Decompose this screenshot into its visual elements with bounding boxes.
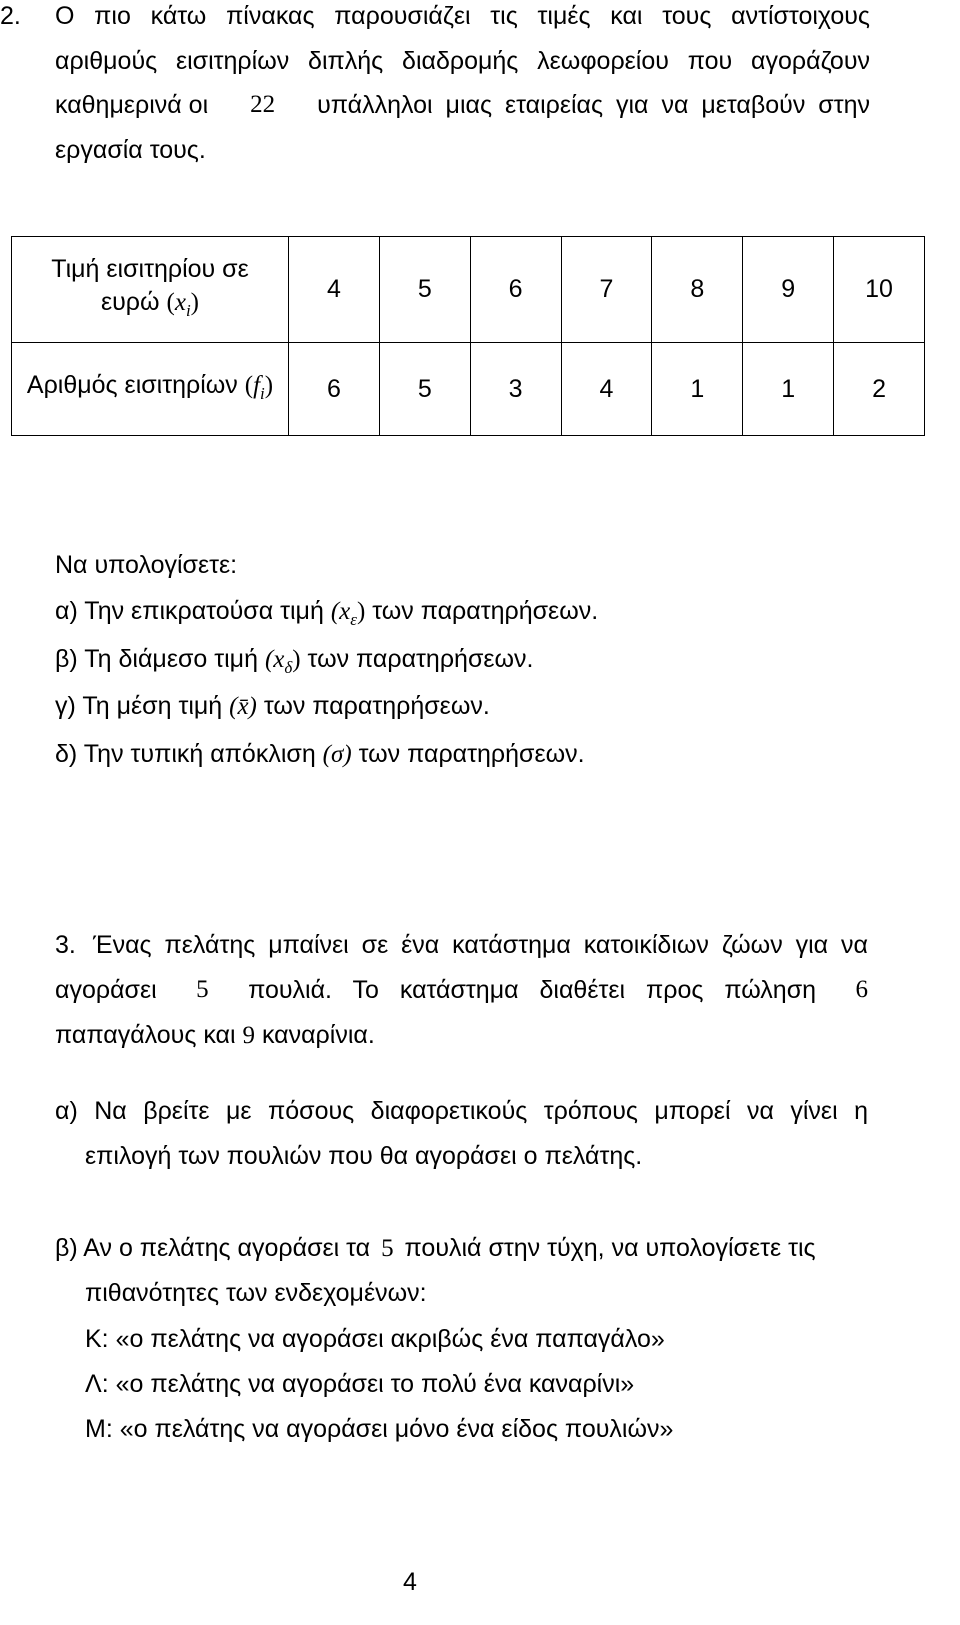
q3-part-b-start: β) Αν ο πελάτης αγοράσει τα	[55, 1234, 371, 1262]
question-3-part-b-line-2: πιθανότητες των ενδεχομένων:	[85, 1279, 427, 1307]
table-row-counts	[12, 343, 925, 436]
price-symbol-subscript: i	[185, 300, 191, 320]
part-b-end: των παρατηρήσεων.	[307, 645, 534, 673]
table-cell: 5	[379, 343, 470, 436]
mode-symbol-close: )	[356, 598, 366, 625]
question-3-part-a-line-2: επιλογή των πουλιών που θα αγοράσει ο πελάτης.	[85, 1142, 643, 1170]
part-b-text: β) Τη διάμεσο τιμή	[55, 645, 258, 673]
parrot-count: 6	[855, 976, 868, 1003]
bought-bird-count: 5	[381, 1235, 394, 1262]
count-symbol-subscript: i	[260, 383, 265, 403]
question-2-number: 2.	[0, 2, 21, 30]
table-cell: 2	[834, 343, 925, 436]
price-symbol-open: (	[166, 288, 175, 316]
canary-count: 9	[242, 1022, 255, 1049]
question-3-part-a-line-1: α) Να βρείτε με πόσους διαφορετικούς τρόπους μπορεί να γίνει η	[55, 1097, 868, 1125]
page-number: 4	[403, 1568, 417, 1596]
question-2-part-b	[55, 645, 534, 678]
table-cell: 4	[289, 237, 380, 343]
question-3-line-2	[55, 976, 868, 1005]
table-cell: 10	[834, 237, 925, 343]
question-2-line-1: Ο πιο κάτω πίνακας παρουσιάζει τις τιμές και τους αντίστοιχους	[55, 2, 870, 30]
question-3-part-b-line-1	[55, 1234, 816, 1263]
table-cell: 1	[743, 343, 834, 436]
count-label: Αριθμός εισιτηρίων	[26, 370, 238, 399]
q3-line-2-middle: πουλιά. Το κατάστημα διαθέτει προς πώληση	[248, 976, 817, 1004]
price-label-line-1: Τιμή εισιτηρίου σε	[51, 254, 249, 283]
table-header-count	[12, 343, 289, 436]
table-row-prices	[12, 237, 925, 343]
question-2-part-d	[55, 740, 585, 769]
q3-part-b-end: πουλιά στην τύχη, να υπολογίσετε τις	[404, 1234, 816, 1262]
question-2-line-4: εργασία τους.	[55, 136, 206, 164]
question-2-line-3-end: υπάλληλοι μιας εταιρείας για να μεταβούν στην	[317, 91, 870, 119]
mean-symbol: (x̄)	[229, 693, 257, 720]
part-a-end: των παρατηρήσεων.	[372, 597, 599, 625]
table-cell: 6	[289, 343, 380, 436]
median-subscript: δ	[284, 658, 293, 677]
employee-count: 22	[250, 91, 276, 118]
table-cell: 5	[379, 237, 470, 343]
question-3-line-3	[55, 1021, 375, 1050]
median-symbol: (x	[264, 646, 285, 673]
table-cell: 1	[652, 343, 743, 436]
question-2-line-3	[55, 91, 870, 120]
part-d-text: δ) Την τυπική απόκλιση	[55, 740, 316, 768]
table-cell: 3	[470, 343, 561, 436]
count-symbol-close: )	[264, 371, 274, 399]
question-3-line-1: Ένας πελάτης μπαίνει σε ένα κατάστημα κατοικίδιων ζώων για να	[93, 931, 868, 959]
question-3-number: 3.	[55, 931, 76, 959]
question-2-line-3-start: καθημερινά οι	[55, 91, 209, 119]
price-label-line-2: ευρώ	[100, 287, 160, 316]
part-c-text: γ) Τη μέση τιμή	[55, 692, 223, 720]
median-symbol-close: )	[292, 646, 301, 673]
question-2-instruction: Να υπολογίσετε:	[55, 551, 238, 579]
count-symbol-open: (	[244, 371, 254, 399]
bird-count: 5	[196, 976, 209, 1003]
table-cell: 9	[743, 237, 834, 343]
table-cell: 8	[652, 237, 743, 343]
question-2-line-2: αριθμούς εισιτηρίων διπλής διαδρομής λεωφορείου που αγοράζουν	[55, 47, 870, 75]
table-header-price	[12, 237, 289, 343]
price-symbol: x	[174, 288, 186, 316]
ticket-frequency-table	[11, 236, 925, 436]
table-cell: 4	[561, 343, 652, 436]
std-deviation-symbol: (σ)	[322, 741, 352, 768]
event-k: Κ: «ο πελάτης να αγοράσει ακριβώς ένα παπαγάλο»	[85, 1325, 665, 1353]
table-cell: 7	[561, 237, 652, 343]
table-cell: 6	[470, 237, 561, 343]
part-d-end: των παρατηρήσεων.	[358, 740, 585, 768]
question-2-part-c	[55, 692, 490, 721]
count-symbol: f	[253, 371, 261, 399]
part-c-end: των παρατηρήσεων.	[263, 692, 490, 720]
mode-subscript: ε	[350, 610, 357, 629]
mode-symbol: (x	[330, 598, 351, 625]
part-a-text: α) Την επικρατούσα τιμή	[55, 597, 324, 625]
event-l: Λ: «ο πελάτης να αγοράσει το πολύ ένα καναρίνι»	[85, 1370, 635, 1398]
event-m: Μ: «ο πελάτης να αγοράσει μόνο ένα είδος πουλιών»	[85, 1415, 674, 1443]
question-2-part-a	[55, 597, 598, 630]
q3-line-2-start: αγοράσει	[55, 976, 157, 1004]
q3-line-3-end: καναρίνια.	[261, 1021, 375, 1049]
price-symbol-close: )	[190, 288, 199, 316]
q3-line-3-start: παπαγάλους και	[55, 1021, 236, 1049]
